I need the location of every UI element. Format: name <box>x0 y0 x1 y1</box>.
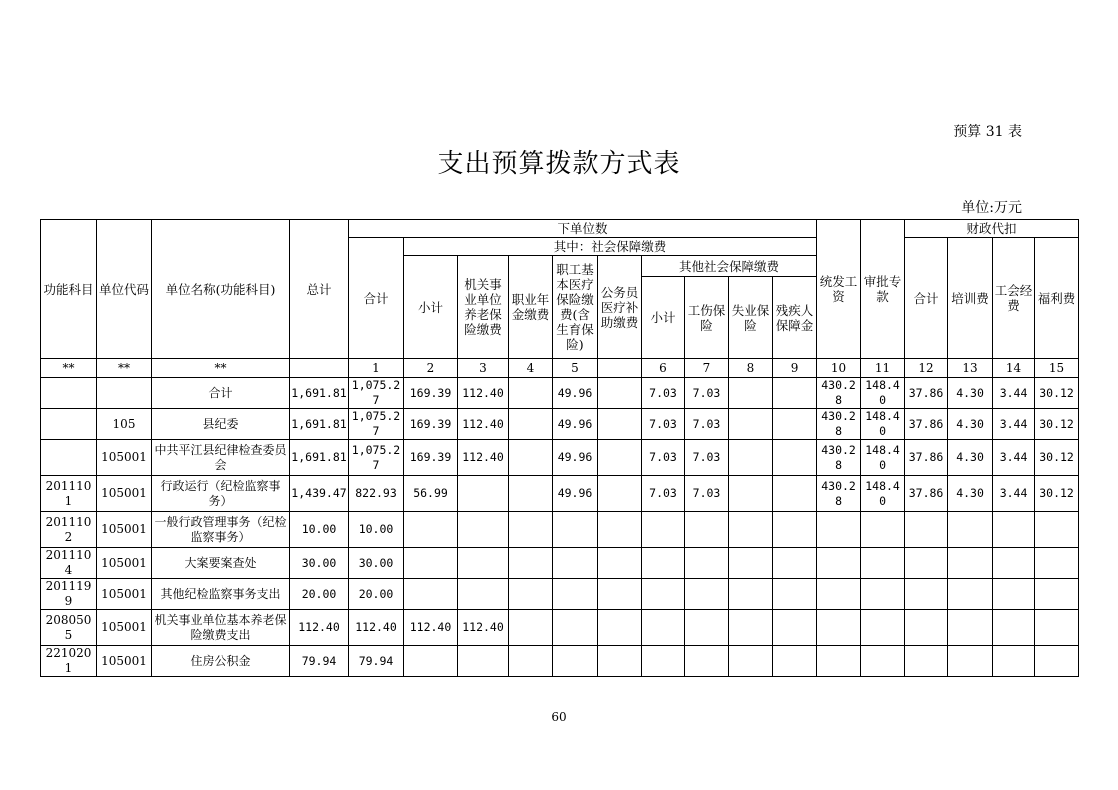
amount-cell <box>729 548 773 579</box>
table-row <box>41 476 1079 512</box>
amount-cell <box>598 476 642 512</box>
header-total: 总计 <box>290 220 349 359</box>
amount-cell <box>553 646 598 677</box>
index-cell: 11 <box>861 359 905 378</box>
amount-cell <box>404 548 458 579</box>
amount-cell <box>598 512 642 548</box>
table-row <box>41 548 1079 579</box>
amount-cell <box>509 646 553 677</box>
amount-cell <box>948 512 993 548</box>
amount-cell <box>685 579 729 610</box>
table-row <box>41 610 1079 646</box>
amount-cell <box>905 610 948 646</box>
func-subject-cell: 2080505 <box>41 610 97 646</box>
amount-cell <box>817 610 861 646</box>
amount-cell <box>458 548 509 579</box>
index-cell: 9 <box>773 359 817 378</box>
header-func-subject: 功能科目 <box>41 220 97 359</box>
table-row <box>41 378 1079 409</box>
amount-cell <box>817 548 861 579</box>
amount-cell: 112.40 <box>290 610 349 646</box>
amount-cell <box>773 476 817 512</box>
amount-cell: 430.28 <box>817 409 861 440</box>
amount-cell: 169.39 <box>404 440 458 476</box>
unit-name-cell: 机关事业单位基本养老保险缴费支出 <box>152 610 290 646</box>
amount-cell: 112.40 <box>404 610 458 646</box>
amount-cell: 20.00 <box>290 579 349 610</box>
unit-name-cell: 其他纪检监察事务支出 <box>152 579 290 610</box>
amount-cell <box>1035 646 1079 677</box>
amount-cell <box>553 579 598 610</box>
unit-name-cell: 行政运行（纪检监察事务） <box>152 476 290 512</box>
unit-code-cell: 105001 <box>97 476 152 512</box>
unit-code-cell: 105001 <box>97 579 152 610</box>
index-cell: 13 <box>948 359 993 378</box>
header-approved-special: 审批专款 <box>861 220 905 359</box>
table-header <box>41 220 1079 359</box>
amount-cell: 3.44 <box>993 378 1035 409</box>
index-row <box>41 359 1079 378</box>
page-title: 支出预算拨款方式表 <box>437 149 681 179</box>
table-row <box>41 440 1079 476</box>
unit-code-cell: 105001 <box>97 440 152 476</box>
amount-cell <box>509 476 553 512</box>
header-union: 工会经费 <box>993 238 1035 359</box>
amount-cell: 7.03 <box>642 409 685 440</box>
amount-cell: 169.39 <box>404 378 458 409</box>
amount-cell <box>729 440 773 476</box>
amount-cell: 1,691.81 <box>290 378 349 409</box>
header-unit-name: 单位名称(功能科目) <box>152 220 290 359</box>
amount-cell <box>948 646 993 677</box>
header-civil-medical: 公务员医疗补助缴费 <box>598 256 642 359</box>
amount-cell <box>993 548 1035 579</box>
func-subject-cell: 2011101 <box>41 476 97 512</box>
amount-cell <box>1035 579 1079 610</box>
table-row <box>41 646 1079 677</box>
amount-cell: 49.96 <box>553 378 598 409</box>
amount-cell <box>642 579 685 610</box>
amount-cell: 10.00 <box>349 512 404 548</box>
amount-cell: 1,075.27 <box>349 409 404 440</box>
header-other-social: 其他社会保障缴费 <box>642 256 817 277</box>
amount-cell <box>948 610 993 646</box>
amount-cell <box>1035 548 1079 579</box>
amount-cell <box>905 579 948 610</box>
amount-cell <box>817 579 861 610</box>
header-injury: 工伤保险 <box>685 277 729 359</box>
amount-cell <box>773 579 817 610</box>
header-medical: 职工基本医疗保险缴费(含生育保险) <box>553 256 598 359</box>
func-subject-cell <box>41 378 97 409</box>
amount-cell: 148.40 <box>861 440 905 476</box>
func-subject-cell <box>41 409 97 440</box>
amount-cell: 1,691.81 <box>290 409 349 440</box>
amount-cell <box>993 512 1035 548</box>
amount-cell: 169.39 <box>404 409 458 440</box>
amount-cell <box>773 409 817 440</box>
index-cell <box>290 359 349 378</box>
unit-label: 单位:万元 <box>961 200 1022 216</box>
amount-cell <box>729 646 773 677</box>
amount-cell <box>553 610 598 646</box>
amount-cell: 4.30 <box>948 476 993 512</box>
amount-cell <box>861 512 905 548</box>
amount-cell <box>993 610 1035 646</box>
index-cell: 7 <box>685 359 729 378</box>
amount-cell <box>861 579 905 610</box>
unit-code-cell: 105001 <box>97 548 152 579</box>
func-subject-cell: 2011199 <box>41 579 97 610</box>
index-cell: 2 <box>404 359 458 378</box>
header-other-subtotal: 小计 <box>642 277 685 359</box>
amount-cell: 37.86 <box>905 409 948 440</box>
amount-cell: 10.00 <box>290 512 349 548</box>
amount-cell: 30.12 <box>1035 409 1079 440</box>
amount-cell <box>458 476 509 512</box>
amount-cell <box>598 440 642 476</box>
amount-cell: 4.30 <box>948 409 993 440</box>
amount-cell: 430.28 <box>817 440 861 476</box>
header-lower-subtotal: 合计 <box>349 238 404 359</box>
header-lower-units: 下单位数 <box>349 220 817 238</box>
amount-cell <box>553 512 598 548</box>
header-pension: 机关事业单位养老保险缴费 <box>458 256 509 359</box>
amount-cell: 112.40 <box>349 610 404 646</box>
amount-cell <box>817 646 861 677</box>
amount-cell <box>861 646 905 677</box>
table-number: 预算 31 表 <box>953 124 1022 140</box>
amount-cell <box>642 646 685 677</box>
amount-cell <box>642 512 685 548</box>
amount-cell: 1,439.47 <box>290 476 349 512</box>
amount-cell: 7.03 <box>642 378 685 409</box>
amount-cell: 4.30 <box>948 378 993 409</box>
amount-cell: 79.94 <box>349 646 404 677</box>
amount-cell <box>404 579 458 610</box>
amount-cell: 7.03 <box>685 476 729 512</box>
index-cell: 8 <box>729 359 773 378</box>
amount-cell: 37.86 <box>905 440 948 476</box>
amount-cell: 20.00 <box>349 579 404 610</box>
amount-cell: 822.93 <box>349 476 404 512</box>
amount-cell <box>458 512 509 548</box>
amount-cell: 7.03 <box>642 476 685 512</box>
amount-cell <box>598 579 642 610</box>
amount-cell: 3.44 <box>993 409 1035 440</box>
amount-cell <box>404 512 458 548</box>
unit-name-cell: 合计 <box>152 378 290 409</box>
func-subject-cell: 2210201 <box>41 646 97 677</box>
amount-cell <box>598 378 642 409</box>
table-row <box>41 409 1079 440</box>
header-disability: 残疾人保障金 <box>773 277 817 359</box>
unit-name-cell: 县纪委 <box>152 409 290 440</box>
header-welfare: 福利费 <box>1035 238 1079 359</box>
amount-cell <box>509 579 553 610</box>
amount-cell: 30.12 <box>1035 476 1079 512</box>
amount-cell: 49.96 <box>553 409 598 440</box>
amount-cell <box>598 646 642 677</box>
amount-cell <box>729 579 773 610</box>
amount-cell <box>642 610 685 646</box>
header-unified-salary: 统发工资 <box>817 220 861 359</box>
budget-table <box>40 219 1079 677</box>
amount-cell <box>1035 512 1079 548</box>
amount-cell <box>685 548 729 579</box>
amount-cell <box>729 378 773 409</box>
index-cell: 15 <box>1035 359 1079 378</box>
amount-cell <box>509 440 553 476</box>
unit-code-cell: 105 <box>97 409 152 440</box>
amount-cell <box>553 548 598 579</box>
unit-code-cell <box>97 378 152 409</box>
unit-name-cell: 大案要案查处 <box>152 548 290 579</box>
unit-name-cell: 住房公积金 <box>152 646 290 677</box>
header-finance-withhold: 财政代扣 <box>905 220 1079 238</box>
amount-cell: 79.94 <box>290 646 349 677</box>
amount-cell <box>905 512 948 548</box>
amount-cell: 3.44 <box>993 440 1035 476</box>
amount-cell: 37.86 <box>905 476 948 512</box>
amount-cell: 112.40 <box>458 610 509 646</box>
amount-cell <box>773 548 817 579</box>
amount-cell <box>817 512 861 548</box>
amount-cell: 112.40 <box>458 440 509 476</box>
header-fw-total: 合计 <box>905 238 948 359</box>
amount-cell <box>685 512 729 548</box>
amount-cell <box>509 548 553 579</box>
index-cell: 6 <box>642 359 685 378</box>
amount-cell: 112.40 <box>458 409 509 440</box>
amount-cell: 56.99 <box>404 476 458 512</box>
amount-cell <box>861 610 905 646</box>
amount-cell <box>773 512 817 548</box>
amount-cell <box>773 646 817 677</box>
amount-cell <box>993 646 1035 677</box>
page-number: 60 <box>551 710 567 724</box>
index-cell: ** <box>41 359 97 378</box>
amount-cell <box>905 646 948 677</box>
amount-cell <box>509 378 553 409</box>
func-subject-cell: 2011102 <box>41 512 97 548</box>
amount-cell <box>948 548 993 579</box>
amount-cell <box>729 409 773 440</box>
unit-code-cell: 105001 <box>97 610 152 646</box>
table-row <box>41 512 1079 548</box>
amount-cell: 49.96 <box>553 476 598 512</box>
amount-cell: 1,691.81 <box>290 440 349 476</box>
amount-cell <box>404 646 458 677</box>
amount-cell <box>1035 610 1079 646</box>
amount-cell: 148.40 <box>861 476 905 512</box>
amount-cell <box>509 610 553 646</box>
header-unemployment: 失业保险 <box>729 277 773 359</box>
amount-cell: 4.30 <box>948 440 993 476</box>
amount-cell: 7.03 <box>685 378 729 409</box>
amount-cell: 7.03 <box>685 440 729 476</box>
amount-cell <box>509 512 553 548</box>
index-cell: 5 <box>553 359 598 378</box>
amount-cell <box>729 512 773 548</box>
amount-cell: 112.40 <box>458 378 509 409</box>
amount-cell: 30.12 <box>1035 440 1079 476</box>
amount-cell <box>598 610 642 646</box>
amount-cell: 49.96 <box>553 440 598 476</box>
index-cell: 14 <box>993 359 1035 378</box>
amount-cell: 3.44 <box>993 476 1035 512</box>
amount-cell <box>861 548 905 579</box>
amount-cell: 7.03 <box>685 409 729 440</box>
amount-cell <box>685 646 729 677</box>
amount-cell: 148.40 <box>861 409 905 440</box>
unit-code-cell: 105001 <box>97 646 152 677</box>
header-annuity: 职业年金缴费 <box>509 256 553 359</box>
amount-cell <box>773 378 817 409</box>
amount-cell <box>905 548 948 579</box>
table-body <box>41 359 1079 677</box>
amount-cell: 30.00 <box>290 548 349 579</box>
amount-cell <box>598 409 642 440</box>
index-cell: 10 <box>817 359 861 378</box>
index-cell: 4 <box>509 359 553 378</box>
unit-code-cell: 105001 <box>97 512 152 548</box>
index-cell: 12 <box>905 359 948 378</box>
amount-cell <box>598 548 642 579</box>
header-unit-code: 单位代码 <box>97 220 152 359</box>
amount-cell: 37.86 <box>905 378 948 409</box>
amount-cell: 30.00 <box>349 548 404 579</box>
amount-cell: 430.28 <box>817 476 861 512</box>
table-row <box>41 579 1079 610</box>
index-cell <box>598 359 642 378</box>
func-subject-cell: 2011104 <box>41 548 97 579</box>
index-cell: 3 <box>458 359 509 378</box>
amount-cell: 7.03 <box>642 440 685 476</box>
header-of-which-social: 其中：社会保障缴费 <box>404 238 817 256</box>
index-cell: ** <box>97 359 152 378</box>
amount-cell <box>729 610 773 646</box>
amount-cell: 430.28 <box>817 378 861 409</box>
amount-cell <box>509 409 553 440</box>
unit-name-cell: 一般行政管理事务（纪检监察事务） <box>152 512 290 548</box>
amount-cell <box>685 610 729 646</box>
amount-cell: 1,075.27 <box>349 378 404 409</box>
amount-cell <box>773 440 817 476</box>
amount-cell <box>773 610 817 646</box>
func-subject-cell <box>41 440 97 476</box>
amount-cell <box>642 548 685 579</box>
amount-cell: 1,075.27 <box>349 440 404 476</box>
amount-cell <box>729 476 773 512</box>
index-cell: ** <box>152 359 290 378</box>
amount-cell: 148.40 <box>861 378 905 409</box>
amount-cell <box>458 579 509 610</box>
header-social-subtotal: 小计 <box>404 256 458 359</box>
header-training: 培训费 <box>948 238 993 359</box>
amount-cell <box>458 646 509 677</box>
amount-cell <box>948 579 993 610</box>
amount-cell <box>993 579 1035 610</box>
unit-name-cell: 中共平江县纪律检查委员会 <box>152 440 290 476</box>
index-cell: 1 <box>349 359 404 378</box>
amount-cell: 30.12 <box>1035 378 1079 409</box>
